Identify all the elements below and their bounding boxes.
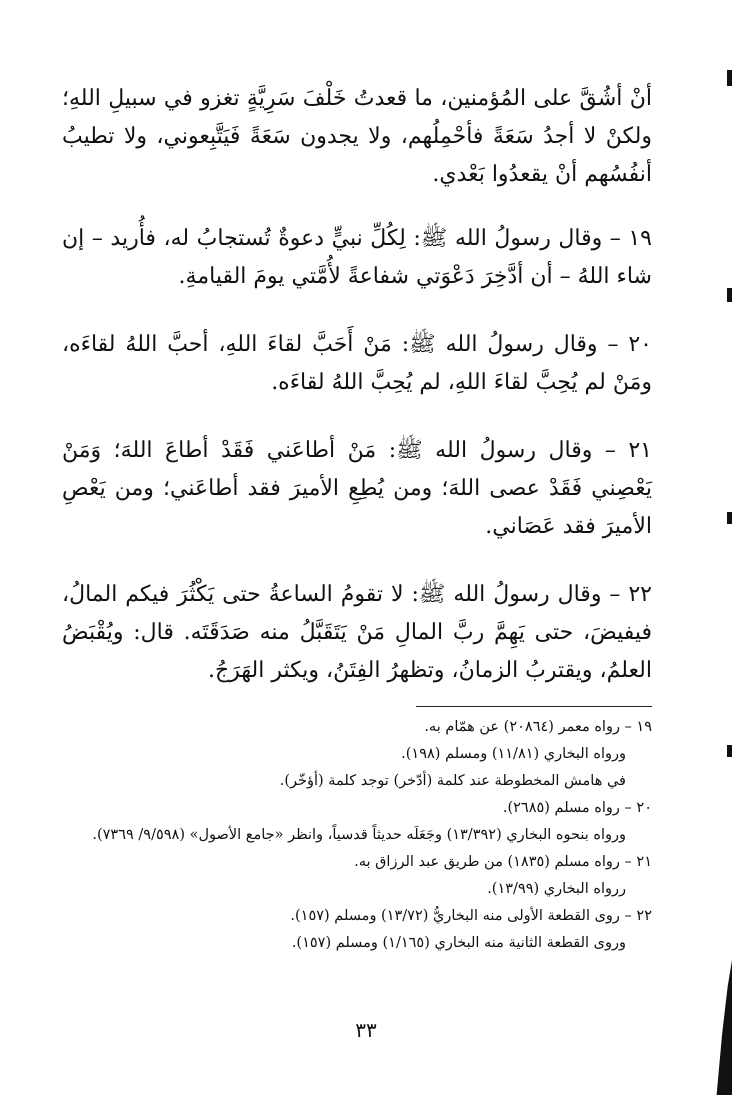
footnote-line: ٢٠ – رواه مسلم (٢٦٨٥). (502, 800, 652, 816)
main-text (62, 80, 652, 720)
footnote-line: ١٩ – رواه معمر (٢٠٨٦٤) عن همّام به. (424, 719, 652, 735)
footnote-line: ورواه البخاري (١١/٨١) ومسلم (١٩٨). (401, 746, 626, 762)
hadith-21-paragraph: ٢١ – وقال رسولُ الله ﷺ: مَنْ أطاعَني فَقَدْ أطاعَ اللهَ؛ وَمَنْ يَعْصِني فَقَدْ عصى اللهَ؛ ومن يُطِعِ الأميرَ فقد أطاعَني؛ ومن يَعْصِ الأميرَ فقد عَصَاني. (62, 438, 652, 539)
footnote-line: ٢٢ – روى القطعة الأولى منه البخاريُّ (١٣/٧٢) ومسلم (١٥٧). (290, 908, 652, 924)
hadith-20-paragraph: ٢٠ – وقال رسولُ الله ﷺ: مَنْ أَحَبَّ لقاءَ اللهِ، أحبَّ اللهُ لقاءَه، ومَنْ لم يُحِبَّ لقاءَ اللهِ، لم يُحِبَّ اللهُ لقاءَه. (62, 332, 652, 395)
footnote-line: ٢١ – رواه مسلم (١٨٣٥) من طريق عبد الرزاق به. (354, 854, 652, 870)
footnote-line: ررواه البخاري (١٣/٩٩). (487, 881, 626, 897)
footnote-separator (416, 706, 652, 707)
hadith-22-paragraph: ٢٢ – وقال رسولُ الله ﷺ: لا تقومُ الساعةُ حتى يَكْثُرَ فيكم المالُ، فيفيضَ، حتى يَهِمَّ ربَّ المالِ مَنْ يَتَقَبَّلُ منه صَدَقَتَه. قال: ويُقْبَضُ العلمُ، ويقتربُ الزمانُ، وتظهرُ الفِتَنُ، ويكثر الهَرَجُ. (62, 582, 652, 683)
page-number: ٣٣ (355, 1018, 377, 1042)
scan-edge-mark (727, 512, 732, 524)
scan-edge-mark (727, 745, 732, 757)
footnote-line: وروى القطعة الثانية منه البخاري (١/١٦٥) ومسلم (١٥٧). (291, 935, 626, 951)
footnote-line: في هامش المخطوطة عند كلمة (أدّخر) توجد كلمة (أؤخّر). (279, 773, 626, 789)
footnotes (90, 714, 652, 957)
scan-edge-mark (727, 288, 732, 302)
scan-edge-mark (727, 70, 732, 86)
hadith-continuation-paragraph: أنْ أشُقَّ على المُؤمنين، ما قعدتُ خَلْفَ سَرِيَّةٍ تغزو في سبيلِ اللهِ؛ ولكنْ لا أجدُ سَعَةً فأحْمِلُهم، ولا يجدون سَعَةً فَيَتَّبِعوني، ولا تطيبُ أنفُسُهم أنْ يقعدُوا بَعْدي. (62, 86, 652, 187)
footnote-line: ورواه بنحوه البخاري (١٣/٣٩٢) وجَعَلَه حديثاً قدسياً، وانظر «جامع الأصول» (٩/٥٩٨/ ٧٣٦٩). (92, 827, 626, 843)
hadith-19-paragraph: ١٩ – وقال رسولُ الله ﷺ: لِكُلِّ نبيٍّ دعوةٌ تُستجابُ له، فأُريد – إن شاء اللهُ – أن أدَّخِرَ دَعْوَتي شفاعةً لأُمَّتي يومَ القيامةِ. (62, 226, 652, 289)
